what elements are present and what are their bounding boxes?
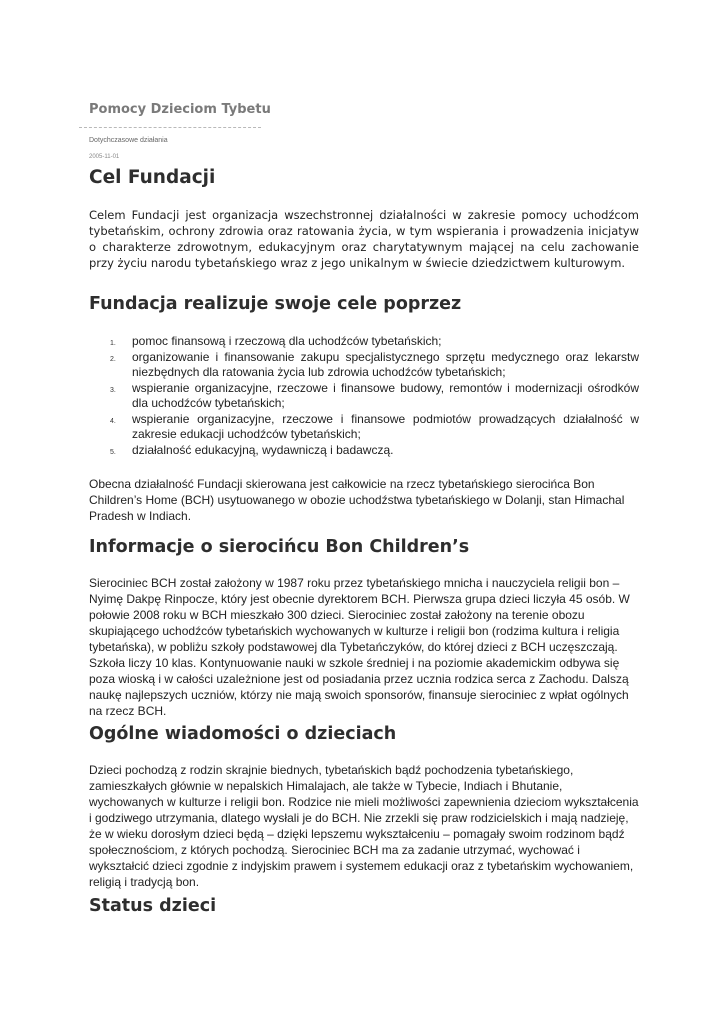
list-item-text: wspieranie organizacyjne, rzeczowe i finansowe podmiotów prowadzących działalność w zakresie edukacji uchodźców tybetańskich;: [132, 411, 639, 441]
list-item-text: działalność edukacyjną, wydawniczą i badawczą.: [132, 442, 394, 457]
post-date: 2005-11-01: [89, 154, 120, 160]
site-title: Pomocy Dzieciom Tybetu: [89, 102, 271, 117]
activity-paragraph: Obecna działalność Fundacji skierowana jest całkowicie na rzecz tybetańskiego sierocińca Bon Children’s Home (BCH) usytuowanego w obozie uchodźstwa tybetańskiego w Dolanji, stan Himachal Pradesh w Indiach.: [89, 477, 625, 523]
list-item: [110, 334, 639, 350]
intro-paragraph: Celem Fundacji jest organizacja wszechstronnej działalności w zakresie pomocy uchodźcom tybetańskim, ochrony zdrowia oraz ratowania życia, w tym wspierania i prowadzenia inicjatyw o charakterze zdrowotnym, edukacyjnym oraz charytatywnym mającej na celu zachowanie przy życiu narodu tybetańskiego wraz z jego unikalnym w świecie dziedzictwem kulturowym.: [89, 208, 639, 270]
list-item-number: 3.: [110, 386, 116, 394]
list-item-text: pomoc finansową i rzeczową dla uchodźców tybetańskich;: [132, 334, 442, 348]
dashed-divider: [79, 127, 261, 128]
list-item: [110, 350, 639, 381]
list-item-number: 5.: [110, 448, 116, 456]
list-item-number: 2.: [110, 355, 116, 363]
list-item-text: organizowanie i finansowanie zakupu specjalistycznego sprzętu medycznego oraz lekarstw niezbędnych dla ratowania życia lub zdrowia uchodźców tybetańskich;: [132, 349, 639, 379]
status-heading: Status dzieci: [89, 896, 217, 916]
goals-list: [110, 334, 639, 458]
goals-heading: Fundacja realizuje swoje cele poprzez: [89, 294, 462, 314]
list-item: [110, 443, 639, 459]
category-label: Dotychczasowe działania: [89, 137, 168, 144]
list-item-text: wspieranie organizacyjne, rzeczowe i finansowe budowy, remontów i modernizacji ośrodków dla uchodźców tybetańskich;: [132, 380, 639, 410]
children-paragraph: Dzieci pochodzą z rodzin skrajnie biednych, tybetańskich bądź pochodzenia tybetańskiego, zamieszkałych głównie w nepalskich Himalajach, ale także w Tybecie, Indiach i Bhutanie, wychowanych w kulturze i religii bon. Rodzice nie mieli możliwości zapewnienia dzieciom wykształcenia i godziwego utrzymania, dlatego wysłali je do BCH. Nie zrzekli się praw rodzicielskich i mają nadzieję, że w wieku dorosłym dzieci będą – dzięki lepszemu wykształceniu – pomagały swoim rodzinom bądź społecznościom, z których pochodzą. Sierociniec BCH ma za zadanie utrzymać, wychować i wykształcić dzieci zgodnie z indyjskim prawem i systemem edukacji oraz z tybetańskim wychowaniem, religią i tradycją bon.: [89, 763, 639, 889]
orphanage-heading: Informacje o sierocińcu Bon Children’s: [89, 537, 470, 557]
list-item: [110, 412, 639, 443]
orphanage-paragraph: Sierociniec BCH został założony w 1987 roku przez tybetańskiego mnicha i nauczyciela religii bon – Nyimę Dakpę Rinpocze, który jest obecnie dyrektorem BCH. Pierwsza grupa dzieci liczyła 45 osób. W połowie 2008 roku w BCH mieszkało 300 dzieci. Sierociniec został założony na terenie obozu skupiającego uchodźców tybetańskich wychowanych w kulturze i religii bon (rodzima kultura i religia tybetańska), w pobliżu szkoły podstawowej dla Tybetańczyków, do której dzieci z BCH uczęszczają. Szkoła liczy 10 klas. Kontynuowanie nauki w szkole średniej i na poziomie akademickim odbywa się poza wioską i w całości uzależnione jest od posiadania przez ucznia rodzica serca z Zachodu. Dalszą naukę najlepszych uczniów, którzy nie mają swoich sponsorów, finansuje sierociniec z wpłat ogólnych na rzecz BCH.: [89, 576, 630, 718]
list-item-number: 1.: [110, 340, 116, 347]
list-item-number: 4.: [110, 417, 116, 425]
article-title: Cel Fundacji: [89, 167, 216, 188]
children-heading: Ogólne wiadomości o dzieciach: [89, 724, 397, 744]
list-item: [110, 381, 639, 412]
